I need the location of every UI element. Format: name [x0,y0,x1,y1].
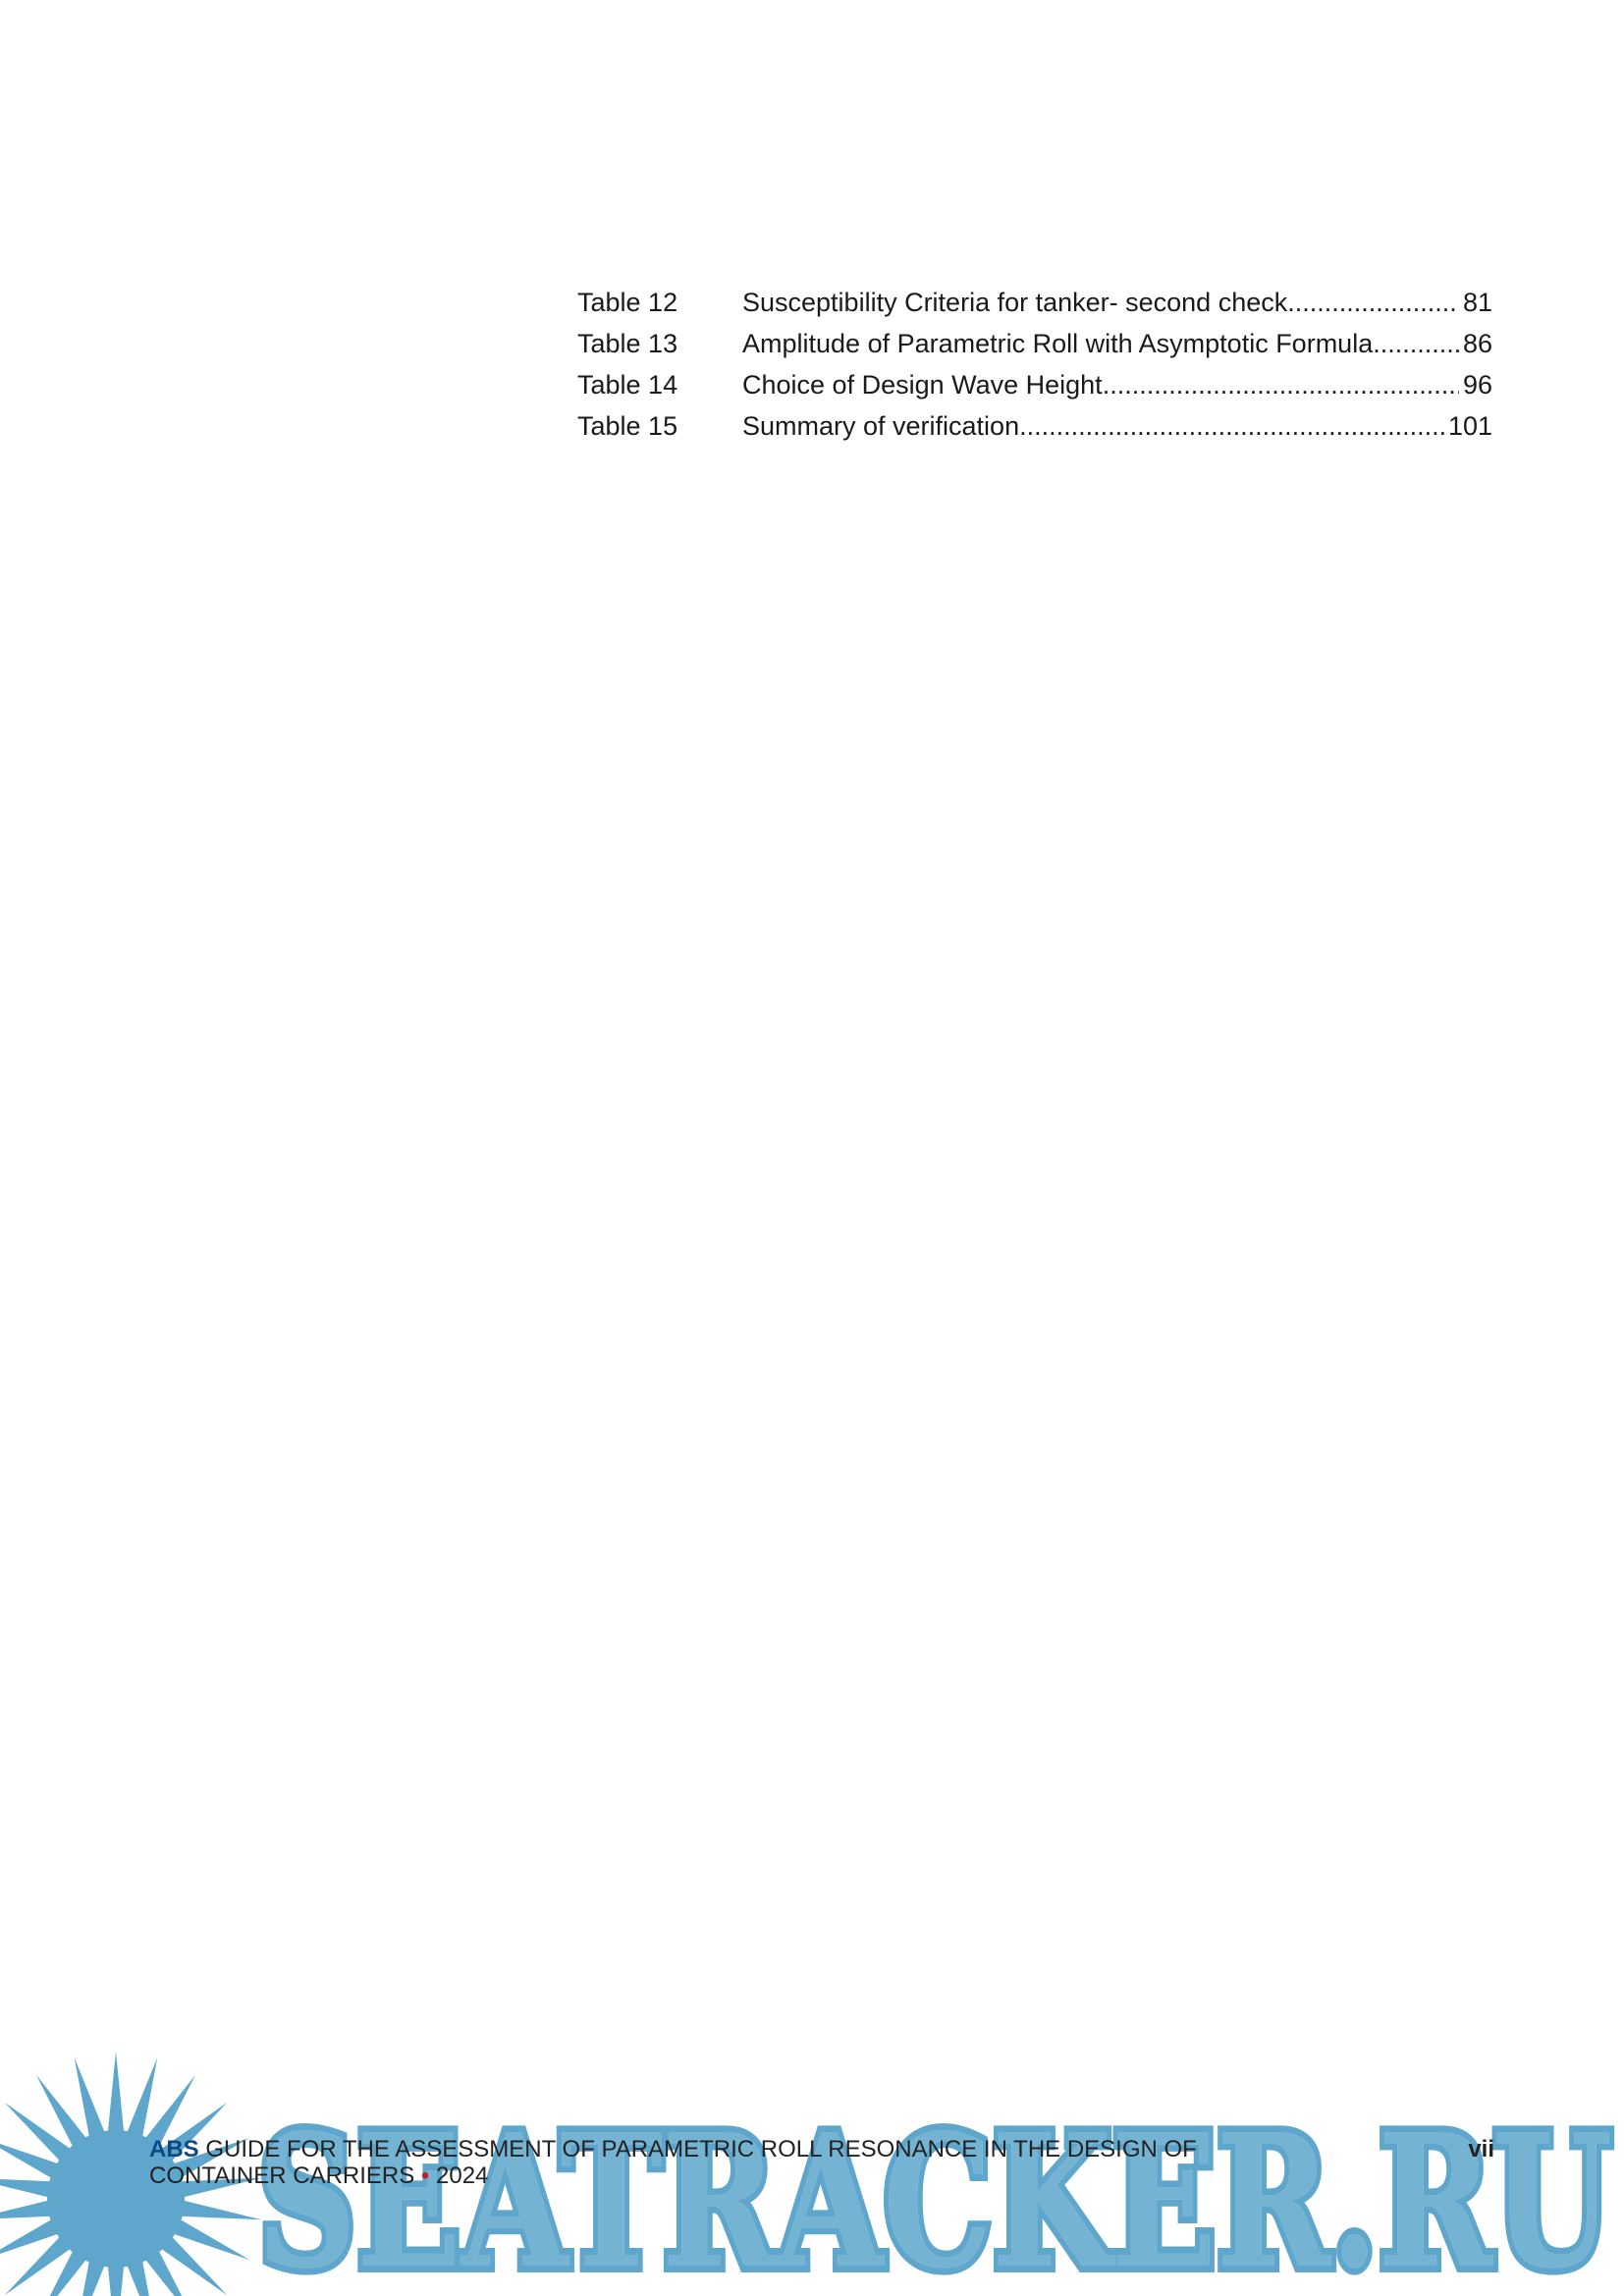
dot-leader [1373,323,1459,364]
footer-title-cont: CONTAINER CARRIERS [149,2163,415,2189]
toc-entry-page: 86 [1462,329,1492,358]
watermark-text-fill: SEATRACKER.RU [257,2094,1612,2296]
toc-entry-title: Summary of verification [742,411,1020,441]
toc-entry[interactable] [577,323,1492,364]
toc-entry-page: 81 [1462,288,1492,317]
toc-entry-title: Susceptibility Criteria for tanker- second check [742,288,1288,317]
footer-year: 2024 [436,2163,489,2189]
footer-bullet: • [420,2163,430,2189]
footer-brand: ABS [149,2136,199,2163]
toc-entry-label: Table 12 [577,288,678,317]
footer-title-line-2 [149,2163,1494,2189]
toc-entry-title: Choice of Design Wave Height [742,370,1103,400]
toc-entry-label: Table 15 [577,411,678,441]
page-footer [149,2136,1494,2189]
table-of-contents [577,282,1492,447]
watermark-text: SEATRACKER.RU [257,2094,1612,2296]
footer-title: GUIDE FOR THE ASSESSMENT OF PARAMETRIC ROLL RESONANCE IN THE DESIGN OF [205,2136,1197,2163]
footer-title-line-1 [149,2136,1494,2163]
toc-entry[interactable] [577,282,1492,323]
toc-entry-page: 101 [1447,411,1492,441]
toc-entry[interactable] [577,364,1492,405]
toc-entry[interactable] [577,405,1492,447]
toc-entry-page: 96 [1462,370,1492,400]
toc-entry-label: Table 14 [577,370,678,400]
dot-leader [1103,364,1459,405]
page-number: vii [1468,2136,1494,2163]
toc-entry-title: Amplitude of Parametric Roll with Asymptotic Formula [742,329,1374,358]
toc-entry-label: Table 13 [577,329,678,358]
dot-leader [1287,282,1459,323]
dot-leader [1019,405,1444,447]
